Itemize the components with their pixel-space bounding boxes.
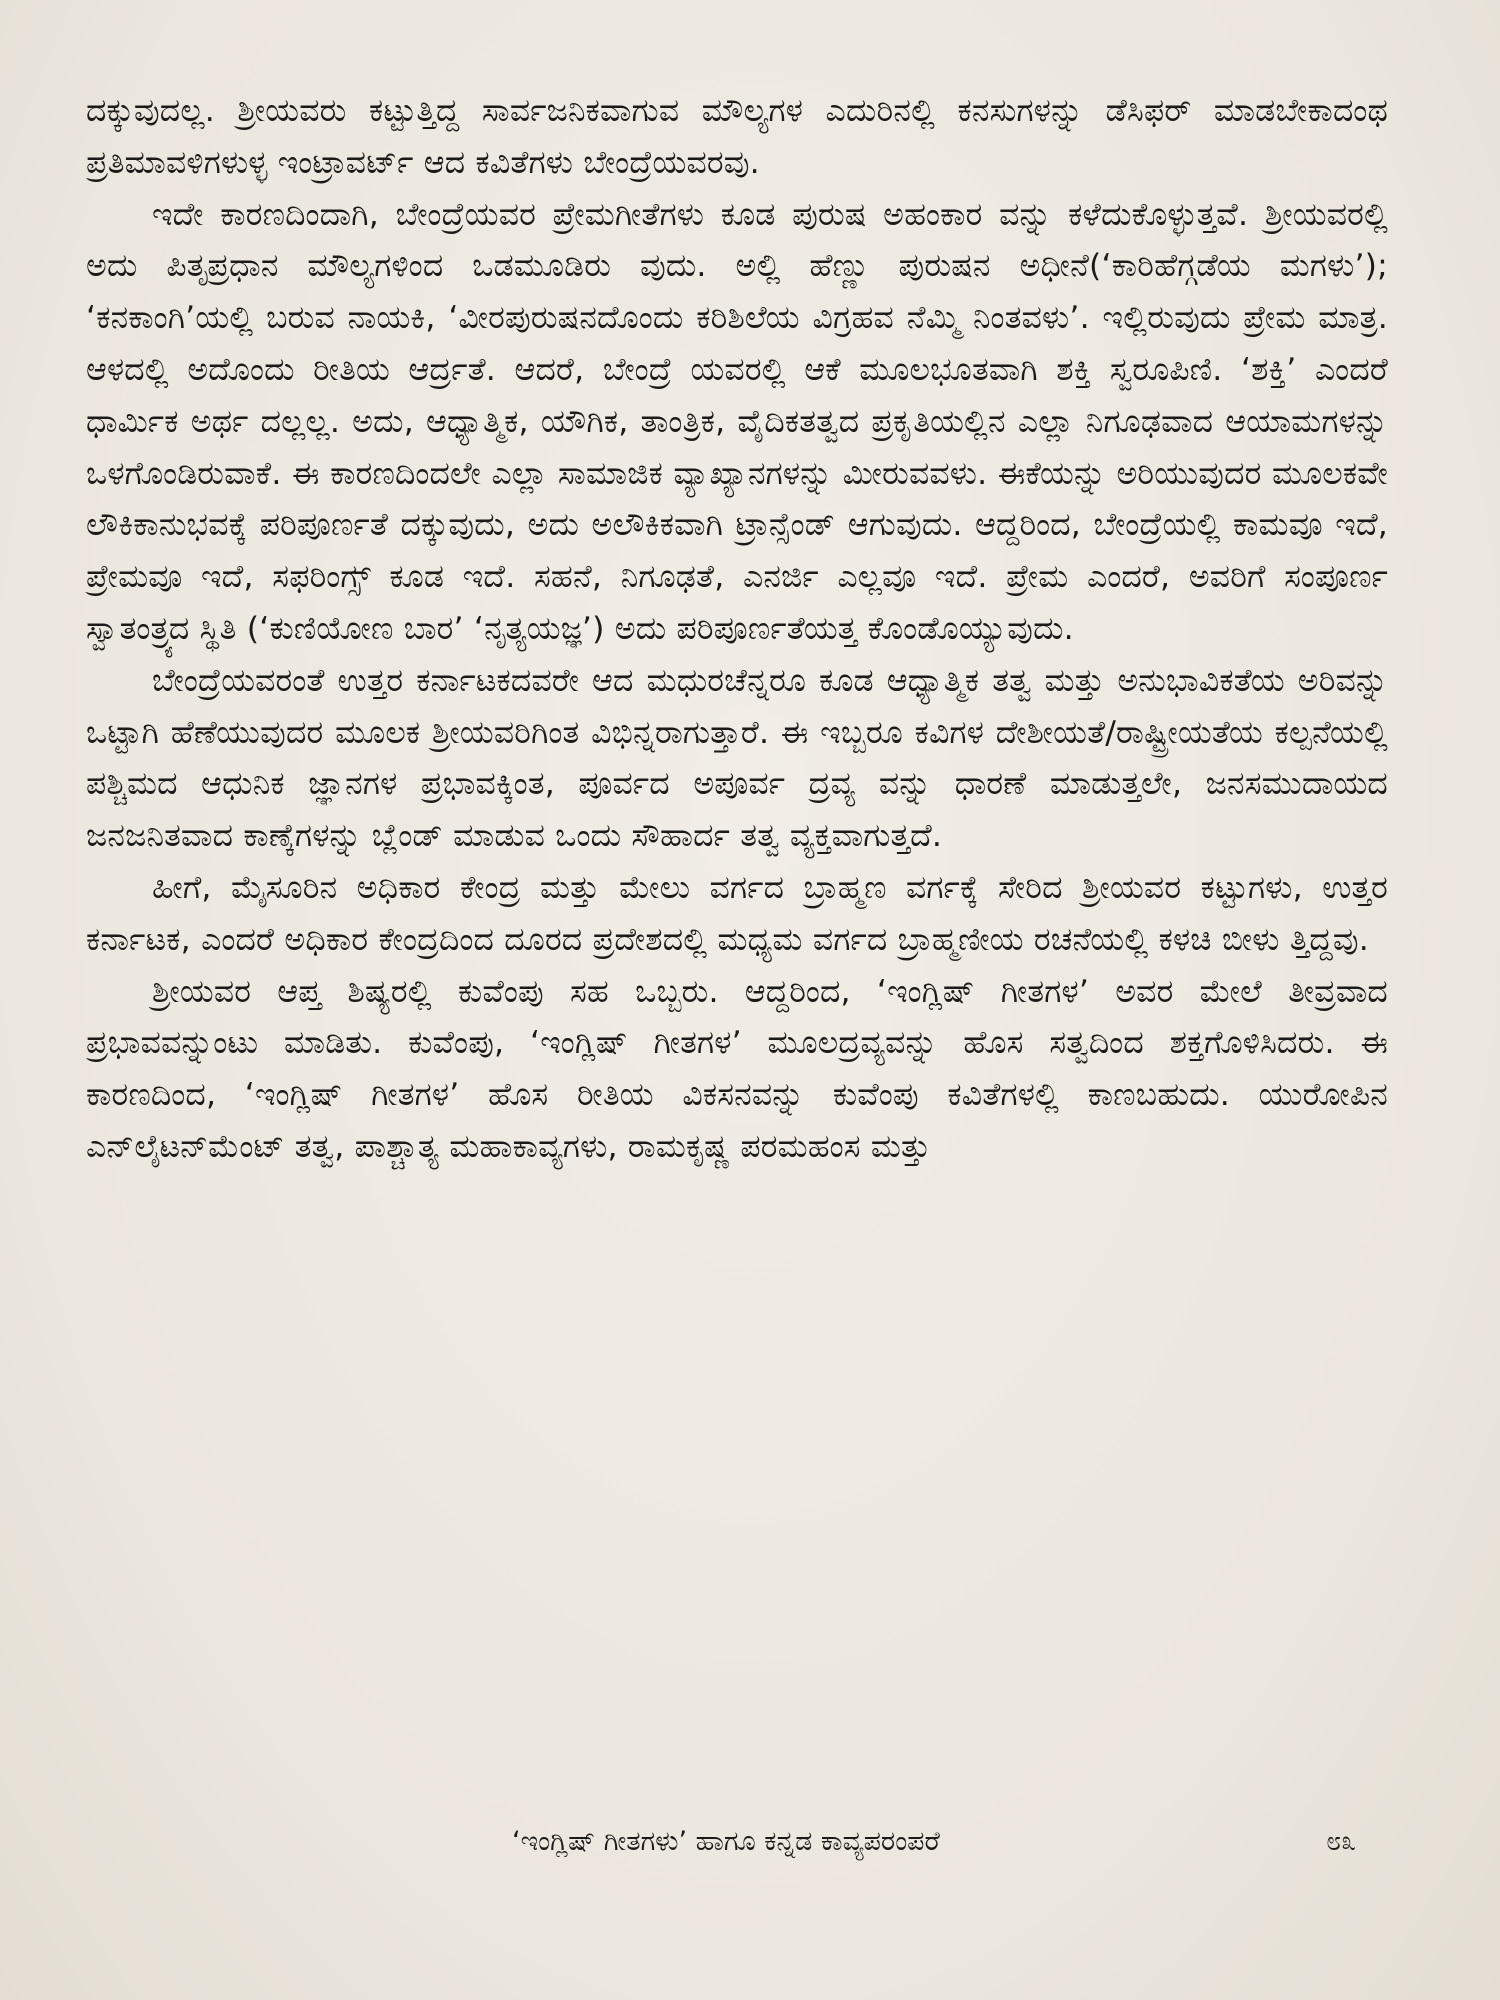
page-number: ೮೩ bbox=[1326, 1826, 1357, 1857]
paragraph-madhurachenna: ಬೇಂದ್ರೆಯವರಂತೆ ಉತ್ತರ ಕರ್ನಾಟಕದವರೇ ಆದ ಮಧುರಚೆನ್ನರೂ ಕೂಡ ಆಧ್ಯಾತ್ಮಿಕ ತತ್ವ ಮತ್ತು ಅನುಭಾವಿಕತೆಯ ಅರಿವನ್ನು ಒಟ್ಟಾಗಿ ಹೆಣೆಯುವುದರ ಮೂಲಕ ಶ್ರೀಯವರಿಗಿಂತ ವಿಭಿನ್ನರಾಗುತ್ತಾರೆ. ಈ ಇಬ್ಬರೂ ಕವಿಗಳ ದೇಶೀಯತೆ/ರಾಷ್ಟ್ರೀಯತೆಯ ಕಲ್ಪನೆಯಲ್ಲಿ ಪಶ್ಚಿಮದ ಆಧುನಿಕ ಜ್ಞಾನಗಳ ಪ್ರಭಾವಕ್ಕಿಂತ, ಪೂರ್ವದ ಅಪೂರ್ವ ದ್ರವ್ಯ ವನ್ನು ಧಾರಣೆ ಮಾಡುತ್ತಲೇ, ಜನಸಮುದಾಯದ ಜನಜನಿತವಾದ ಕಾಣ್ಕೆಗಳನ್ನು ಬ್ಲೆಂಡ್ ಮಾಡುವ ಒಂದು ಸೌಹಾರ್ದ ತತ್ವ ವ್ಯಕ್ತವಾಗುತ್ತದೆ. bbox=[86, 662, 1388, 855]
body-text bbox=[86, 86, 1388, 1174]
running-footer-title: ‘ಇಂಗ್ಲಿಷ್ ಗೀತಗಳು’ ಹಾಗೂ ಕನ್ನಡ ಕಾವ್ಯಪರಂಪರೆ bbox=[512, 1826, 940, 1857]
paragraph-bendre-love-poems: ಇದೇ ಕಾರಣದಿಂದಾಗಿ, ಬೇಂದ್ರೆಯವರ ಪ್ರೇಮಗೀತೆಗಳು ಕೂಡ ಪುರುಷ ಅಹಂಕಾರ ವನ್ನು ಕಳೆದುಕೊಳ್ಳುತ್ತವೆ. ಶ್ರೀಯವರಲ್ಲಿ ಅದು ಪಿತೃಪ್ರಧಾನ ಮೌಲ್ಯಗಳಿಂದ ಒಡಮೂಡಿರು ವುದು. ಅಲ್ಲಿ ಹೆಣ್ಣು ಪುರುಷನ ಅಧೀನೆ(‘ಕಾರಿಹೆಗ್ಗಡೆಯ ಮಗಳು’); ‘ಕನಕಾಂಗಿ’ಯಲ್ಲಿ ಬರುವ ನಾಯಕಿ, ‘ವೀರಪುರುಷನದೊಂದು ಕರಿಶಿಲೆಯ ವಿಗ್ರಹವ ನೆಮ್ಮಿ ನಿಂತವಳು’. ಇಲ್ಲಿರುವುದು ಪ್ರೇಮ ಮಾತ್ರ. ಆಳದಲ್ಲಿ ಅದೊಂದು ರೀತಿಯ ಆರ್ದ್ರತೆ. ಆದರೆ, ಬೇಂದ್ರೆ ಯವರಲ್ಲಿ ಆಕೆ ಮೂಲಭೂತವಾಗಿ ಶಕ್ತಿ ಸ್ವರೂಪಿಣಿ. ‘ಶಕ್ತಿ’ ಎಂದರೆ ಧಾರ್ಮಿಕ ಅರ್ಥ ದಲ್ಲಲ್ಲ. ಅದು, ಆಧ್ಯಾತ್ಮಿಕ, ಯೌಗಿಕ, ತಾಂತ್ರಿಕ, ವೈದಿಕತತ್ವದ ಪ್ರಕೃತಿಯಲ್ಲಿನ ಎಲ್ಲಾ ನಿಗೂಢವಾದ ಆಯಾಮಗಳನ್ನು ಒಳಗೊಂಡಿರುವಾಕೆ. ಈ ಕಾರಣದಿಂದಲೇ ಎಲ್ಲಾ ಸಾಮಾಜಿಕ ವ್ಯಾಖ್ಯಾನಗಳನ್ನು ಮೀರುವವಳು. ಈಕೆಯನ್ನು ಅರಿಯುವುದರ ಮೂಲಕವೇ ಲೌಕಿಕಾನುಭವಕ್ಕೆ ಪರಿಪೂರ್ಣತೆ ದಕ್ಕುವುದು, ಅದು ಅಲೌಕಿಕವಾಗಿ ಟ್ರಾನ್ಸೆಂಡ್ ಆಗುವುದು. ಆದ್ದರಿಂದ, ಬೇಂದ್ರೆಯಲ್ಲಿ ಕಾಮವೂ ಇದೆ, ಪ್ರೇಮವೂ ಇದೆ, ಸಫರಿಂಗ್ಸ್ ಕೂಡ ಇದೆ. ಸಹನೆ, ನಿಗೂಢತೆ, ಎನರ್ಜಿ ಎಲ್ಲವೂ ಇದೆ. ಪ್ರೇಮ ಎಂದರೆ, ಅವರಿಗೆ ಸಂಪೂರ್ಣ ಸ್ವಾತಂತ್ರ್ಯದ ಸ್ಥಿತಿ (‘ಕುಣಿಯೋಣ ಬಾರ’ ‘ನೃತ್ಯಯಜ್ಞ’) ಅದು ಪರಿಪೂರ್ಣತೆಯತ್ತ ಕೊಂಡೊಯ್ಯುವುದು. bbox=[86, 196, 1388, 647]
paragraph-continuation: ದಕ್ಕುವುದಲ್ಲ. ಶ್ರೀಯವರು ಕಟ್ಟುತ್ತಿದ್ದ ಸಾರ್ವಜನಿಕವಾಗುವ ಮೌಲ್ಯಗಳ ಎದುರಿನಲ್ಲಿ ಕನಸುಗಳನ್ನು ಡೆಸಿಫರ್ ಮಾಡಬೇಕಾದಂಥ ಪ್ರತಿಮಾವಳಿಗಳುಳ್ಳ ಇಂಟ್ರಾವರ್ಟ್ ಆದ ಕವಿತೆಗಳು ಬೇಂದ್ರೆಯವರವು. bbox=[86, 93, 1388, 181]
paragraph-kuvempu: ಶ್ರೀಯವರ ಆಪ್ತ ಶಿಷ್ಯರಲ್ಲಿ ಕುವೆಂಪು ಸಹ ಒಬ್ಬರು. ಆದ್ದರಿಂದ, ‘ಇಂಗ್ಲಿಷ್ ಗೀತಗಳ’ ಅವರ ಮೇಲೆ ತೀವ್ರವಾದ ಪ್ರಭಾವವನ್ನುಂಟು ಮಾಡಿತು. ಕುವೆಂಪು, ‘ಇಂಗ್ಲಿಷ್ ಗೀತಗಳ’ ಮೂಲದ್ರವ್ಯವನ್ನು ಹೊಸ ಸತ್ವದಿಂದ ಶಕ್ತಗೊಳಿಸಿದರು. ಈ ಕಾರಣದಿಂದ, ‘ಇಂಗ್ಲಿಷ್ ಗೀತಗಳ’ ಹೊಸ ರೀತಿಯ ವಿಕಸನವನ್ನು ಕುವೆಂಪು ಕವಿತೆಗಳಲ್ಲಿ ಕಾಣಬಹುದು. ಯುರೋಪಿನ ಎನ್‌ಲೈಟನ್‌ಮೆಂಟ್ ತತ್ವ, ಪಾಶ್ಚಾತ್ಯ ಮಹಾಕಾವ್ಯಗಳು, ರಾಮಕೃಷ್ಣ ಪರಮಹಂಸ ಮತ್ತು bbox=[86, 973, 1388, 1165]
page-footer bbox=[0, 1822, 1500, 1872]
paragraph-mysore-power-center: ಹೀಗೆ, ಮೈಸೂರಿನ ಅಧಿಕಾರ ಕೇಂದ್ರ ಮತ್ತು ಮೇಲು ವರ್ಗದ ಬ್ರಾಹ್ಮಣ ವರ್ಗಕ್ಕೆ ಸೇರಿದ ಶ್ರೀಯವರ ಕಟ್ಟುಗಳು, ಉತ್ತರ ಕರ್ನಾಟಕ, ಎಂದರೆ ಅಧಿಕಾರ ಕೇಂದ್ರದಿಂದ ದೂರದ ಪ್ರದೇಶದಲ್ಲಿ ಮಧ್ಯಮ ವರ್ಗದ ಬ್ರಾಹ್ಮಣೀಯ ರಚನೆಯಲ್ಲಿ ಕಳಚಿ ಬೀಳು ತ್ತಿದ್ದವು. bbox=[86, 869, 1388, 958]
